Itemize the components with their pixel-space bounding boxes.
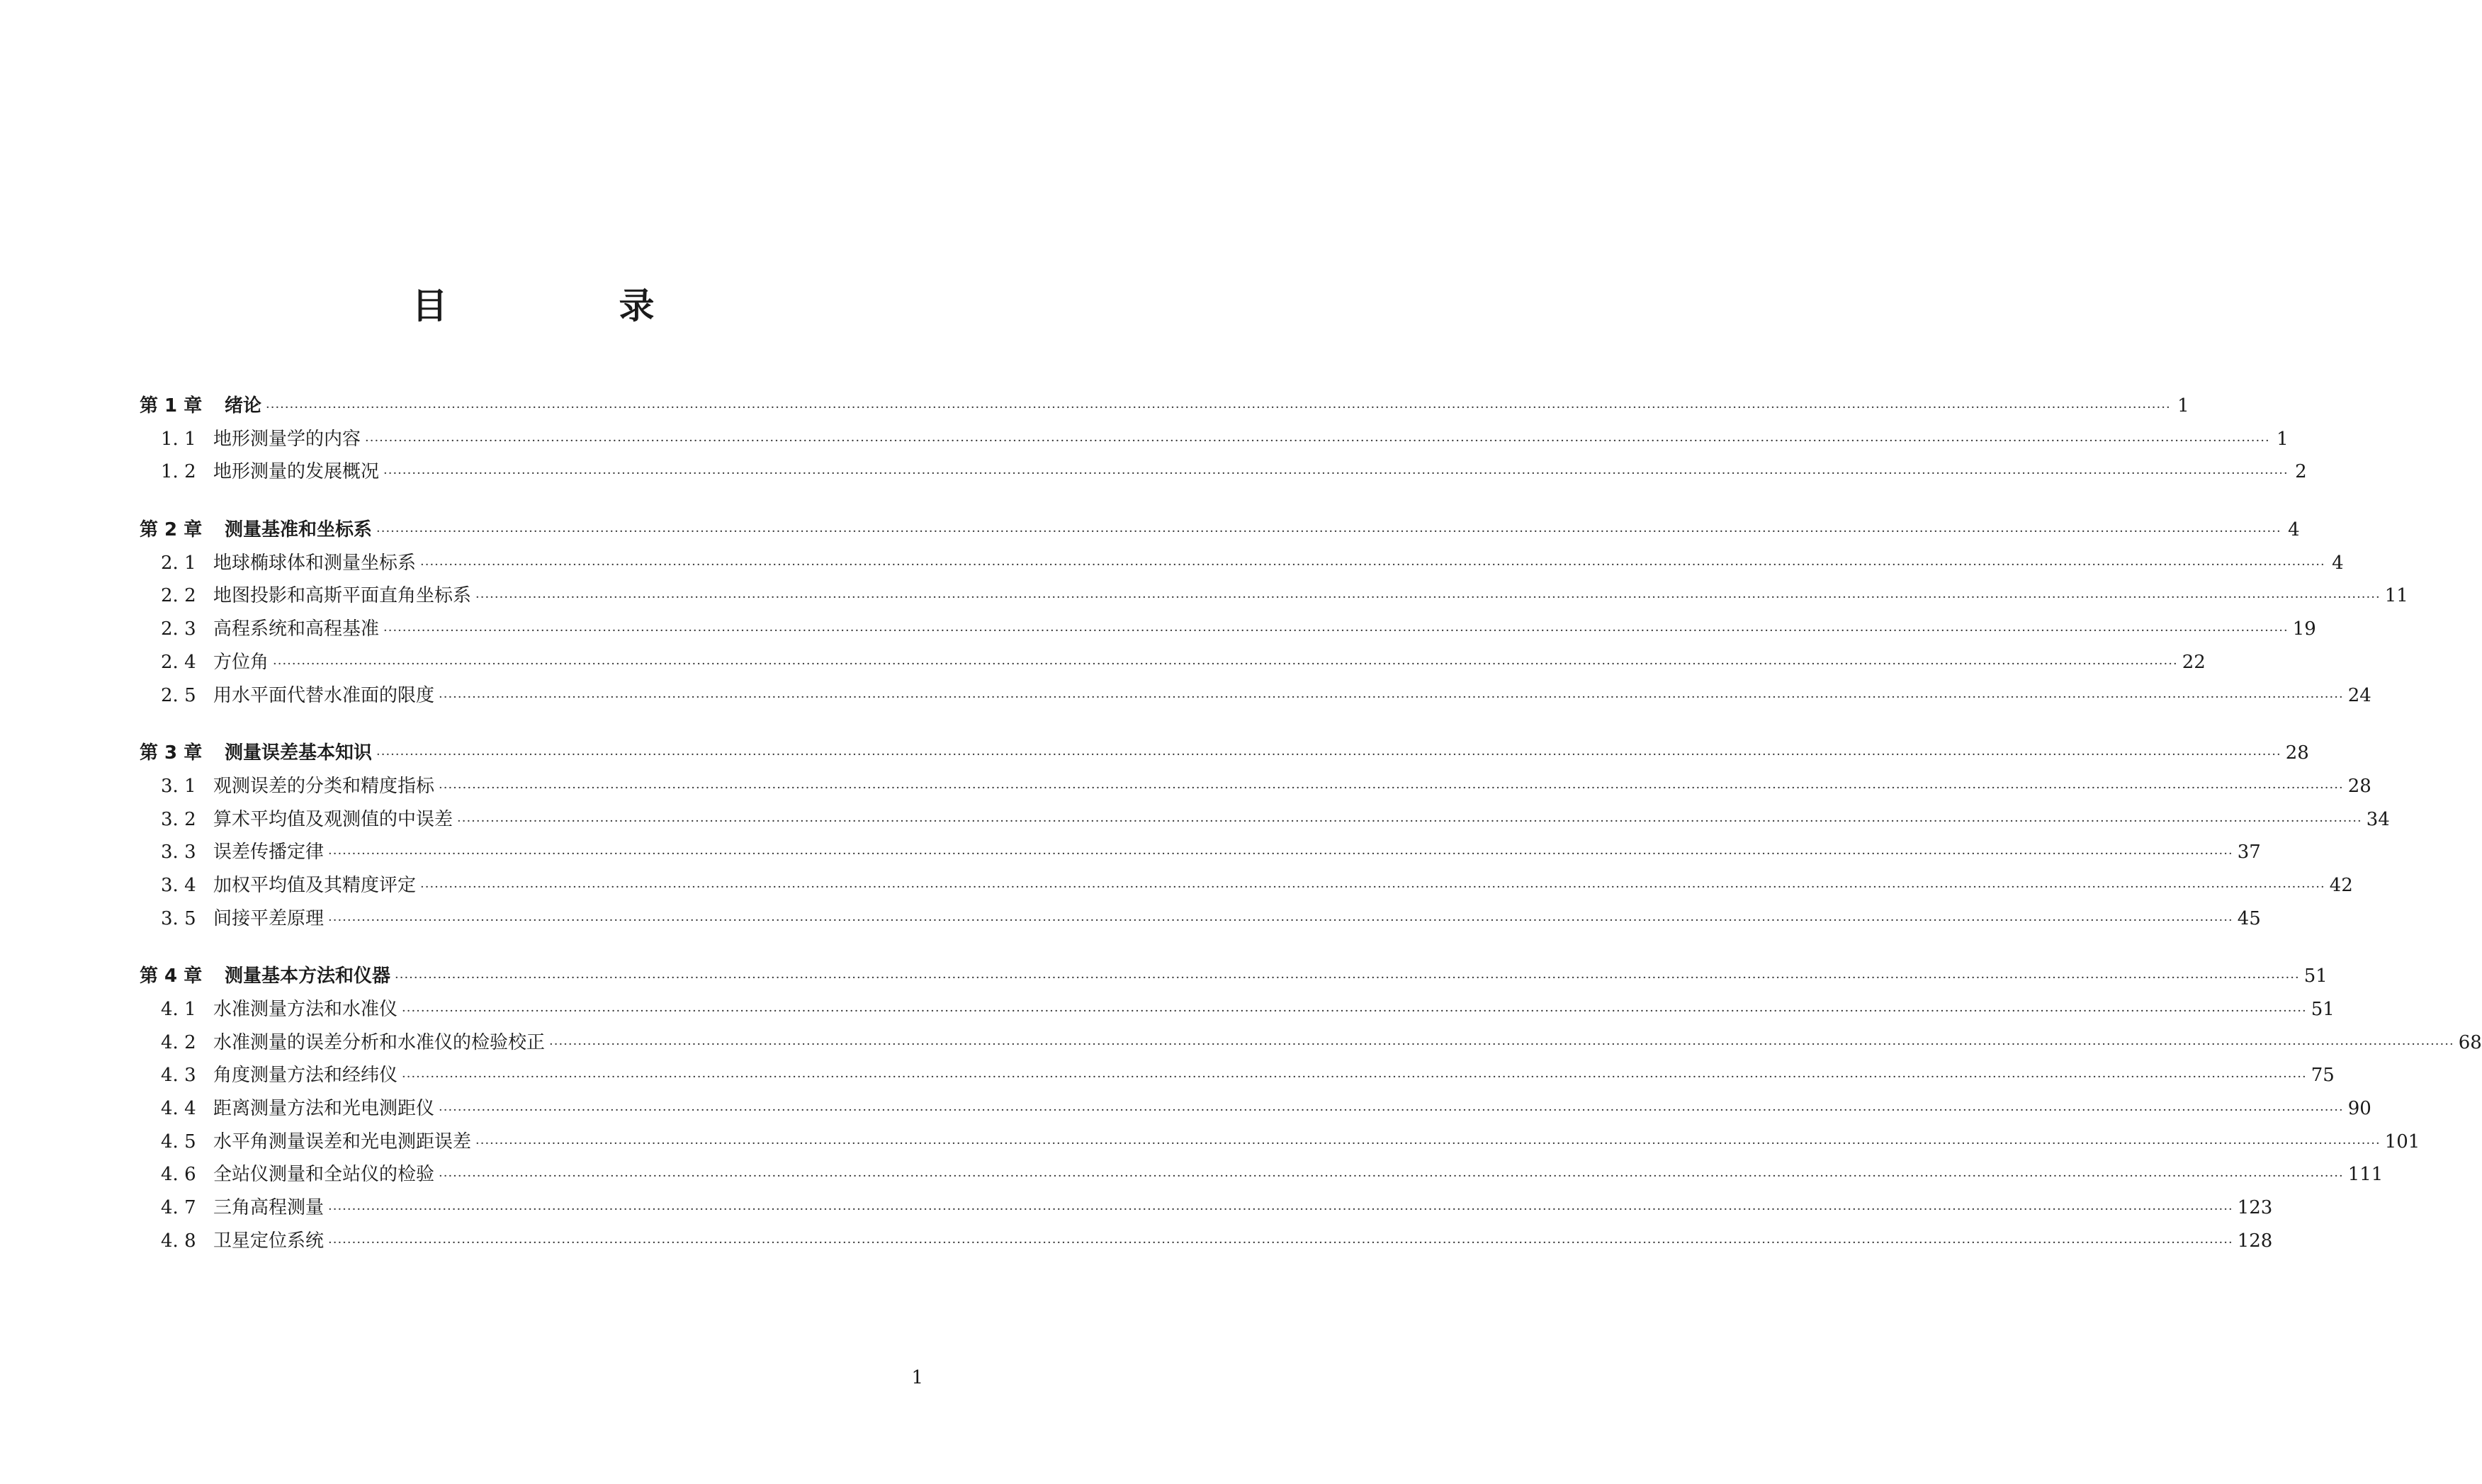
dot-leader: ················································································································································································································································································································································································································ — [475, 1135, 2381, 1151]
page-ref: 1 — [2277, 428, 2289, 450]
page-ref: 1 — [2177, 395, 2189, 417]
dot-leader: ················································································································································································································································································································································································································ — [475, 590, 2381, 606]
chapter-label: 第 3 章 — [140, 742, 203, 764]
dot-leader: ················································································································································································································································································································································································································ — [420, 879, 2325, 895]
page-number: 1 — [911, 1367, 923, 1388]
section-title: 地形测量学的内容 — [213, 428, 361, 450]
chapter-label: 第 2 章 — [140, 519, 203, 541]
section-number: 2. 4 — [161, 651, 196, 673]
section-row[interactable] — [140, 1225, 2273, 1258]
page-ref: 90 — [2347, 1098, 2371, 1120]
section-number: 4. 4 — [161, 1098, 196, 1120]
page-ref: 123 — [2237, 1197, 2273, 1219]
section-number: 3. 1 — [161, 775, 196, 797]
chapter-title: 测量基准和坐标系 — [225, 519, 373, 541]
section-title: 距离测量方法和光电测距仪 — [213, 1098, 435, 1120]
page-ref: 2 — [2295, 461, 2307, 483]
page-ref: 111 — [2347, 1164, 2384, 1186]
section-number: 4. 7 — [161, 1197, 196, 1219]
dot-leader: ················································································································································································································································································································································································································ — [328, 846, 2233, 862]
section-row[interactable] — [140, 1126, 2420, 1159]
chapter-block — [140, 960, 2482, 1257]
section-row[interactable] — [140, 455, 2307, 489]
dot-leader: ················································································································································································································································································································································································································ — [383, 466, 2289, 482]
section-row[interactable] — [140, 1158, 2384, 1191]
dot-leader: ················································································································································································································································································································································································································ — [439, 1169, 2344, 1184]
page-ref: 24 — [2347, 684, 2371, 706]
section-title: 方位角 — [213, 651, 269, 673]
dot-leader: ················································································································································································································································································································································································································ — [266, 400, 2171, 415]
dot-leader: ················································································································································································································································································································································································································ — [439, 689, 2344, 705]
section-number: 1. 1 — [161, 428, 196, 450]
dot-leader: ················································································································································································································································································································································································································ — [420, 557, 2325, 572]
section-title: 角度测量方法和经纬仪 — [213, 1065, 398, 1087]
page-ref: 34 — [2366, 808, 2390, 830]
section-title: 水准测量的误差分析和水准仪的检验校正 — [213, 1031, 546, 1053]
section-row[interactable] — [140, 803, 2390, 837]
page-ref: 45 — [2237, 907, 2261, 929]
section-number: 4. 3 — [161, 1065, 196, 1087]
section-title: 地形测量的发展概况 — [213, 461, 380, 483]
chapter-block — [140, 514, 2408, 712]
section-title: 地图投影和高斯平面直角坐标系 — [213, 585, 472, 607]
section-number: 4. 5 — [161, 1131, 196, 1152]
dot-leader: ················································································································································································································································································································································································································ — [365, 433, 2270, 448]
chapter-row[interactable] — [140, 390, 2189, 423]
section-row[interactable] — [140, 547, 2344, 580]
section-row[interactable] — [140, 1059, 2335, 1092]
dot-leader: ················································································································································································································································································································································································································ — [402, 1004, 2307, 1019]
dot-leader: ················································································································································································································································································································································································································ — [273, 656, 2178, 672]
section-title: 地球椭球体和测量坐标系 — [213, 552, 417, 574]
page-ref: 4 — [2288, 519, 2300, 541]
section-number: 3. 5 — [161, 907, 196, 929]
section-title: 卫星定位系统 — [213, 1230, 325, 1252]
section-number: 3. 2 — [161, 808, 196, 830]
chapter-label: 第 4 章 — [140, 965, 203, 987]
section-title: 误差传播定律 — [213, 842, 325, 863]
table-of-contents — [140, 390, 2482, 1283]
dot-leader: ················································································································································································································································································································································································································ — [439, 780, 2344, 795]
section-title: 水平角测量误差和光电测距误差 — [213, 1131, 472, 1152]
section-title: 观测误差的分类和精度指标 — [213, 775, 435, 797]
section-title: 水准测量方法和水准仪 — [213, 999, 398, 1020]
section-row[interactable] — [140, 679, 2371, 713]
section-row[interactable] — [140, 646, 2206, 679]
section-row[interactable] — [140, 1026, 2482, 1060]
section-number: 2. 5 — [161, 684, 196, 706]
section-number: 2. 1 — [161, 552, 196, 574]
dot-leader: ················································································································································································································································································································································································································ — [376, 524, 2281, 540]
page-ref: 4 — [2332, 552, 2344, 574]
section-title: 间接平差原理 — [213, 907, 325, 929]
chapter-block — [140, 390, 2307, 489]
chapter-block — [140, 737, 2390, 935]
page-ref: 128 — [2237, 1230, 2273, 1252]
section-row[interactable] — [140, 836, 2261, 869]
chapter-title: 绪论 — [225, 395, 262, 417]
section-title: 加权平均值及其精度评定 — [213, 874, 417, 896]
section-number: 1. 2 — [161, 461, 196, 483]
chapter-row[interactable] — [140, 960, 2328, 993]
section-row[interactable] — [140, 993, 2335, 1026]
section-title: 三角高程测量 — [213, 1197, 325, 1219]
section-number: 3. 3 — [161, 842, 196, 863]
page-ref: 11 — [2384, 585, 2408, 607]
section-row[interactable] — [140, 423, 2289, 456]
dot-leader: ················································································································································································································································································································································································································ — [328, 1235, 2233, 1250]
dot-leader: ················································································································································································································································································································································································································ — [376, 747, 2281, 763]
chapter-title: 测量基本方法和仪器 — [225, 965, 391, 987]
dot-leader: ················································································································································································································································································································································································································ — [383, 623, 2289, 639]
section-row[interactable] — [140, 579, 2408, 613]
page-ref: 28 — [2347, 775, 2371, 797]
dot-leader: ················································································································································································································································································································································································································ — [402, 1070, 2307, 1085]
chapter-row[interactable] — [140, 737, 2309, 770]
page-ref: 101 — [2384, 1131, 2420, 1152]
dot-leader: ················································································································································································································································································································································································································ — [328, 912, 2233, 928]
page-ref: 22 — [2182, 651, 2206, 673]
section-row[interactable] — [140, 1092, 2371, 1126]
dot-leader: ················································································································································································································································································································································································································ — [457, 813, 2362, 829]
section-row[interactable] — [140, 613, 2316, 646]
page-ref: 19 — [2292, 618, 2316, 640]
section-number: 4. 2 — [161, 1031, 196, 1053]
section-number: 2. 2 — [161, 585, 196, 607]
page-ref: 68 — [2458, 1031, 2482, 1053]
dot-leader: ················································································································································································································································································································································································································ — [395, 970, 2300, 986]
section-title: 高程系统和高程基准 — [213, 618, 380, 640]
section-title: 用水平面代替水准面的限度 — [213, 684, 435, 706]
dot-leader: ················································································································································································································································································································································································································ — [328, 1202, 2233, 1218]
section-title: 算术平均值及观测值的中误差 — [213, 808, 453, 830]
section-number: 2. 3 — [161, 618, 196, 640]
section-number: 4. 8 — [161, 1230, 196, 1252]
section-row[interactable] — [140, 770, 2371, 803]
chapter-row[interactable] — [140, 514, 2300, 547]
section-title: 全站仪测量和全站仪的检验 — [213, 1164, 435, 1186]
page-ref: 75 — [2311, 1065, 2335, 1087]
section-row[interactable] — [140, 869, 2353, 902]
chapter-title: 测量误差基本知识 — [225, 742, 373, 764]
page-ref: 42 — [2329, 874, 2353, 896]
dot-leader: ················································································································································································································································································································································································································ — [549, 1036, 2454, 1052]
page-ref: 51 — [2311, 999, 2335, 1020]
section-row[interactable] — [140, 902, 2261, 936]
chapter-label: 第 1 章 — [140, 395, 203, 417]
section-number: 4. 6 — [161, 1164, 196, 1186]
page-ref: 28 — [2285, 742, 2309, 764]
section-number: 4. 1 — [161, 999, 196, 1020]
dot-leader: ················································································································································································································································································································································································································ — [439, 1103, 2344, 1118]
page-title: 目 录 — [412, 285, 723, 327]
section-number: 3. 4 — [161, 874, 196, 896]
section-row[interactable] — [140, 1191, 2273, 1225]
page-ref: 37 — [2237, 842, 2261, 863]
page-ref: 51 — [2303, 965, 2328, 987]
